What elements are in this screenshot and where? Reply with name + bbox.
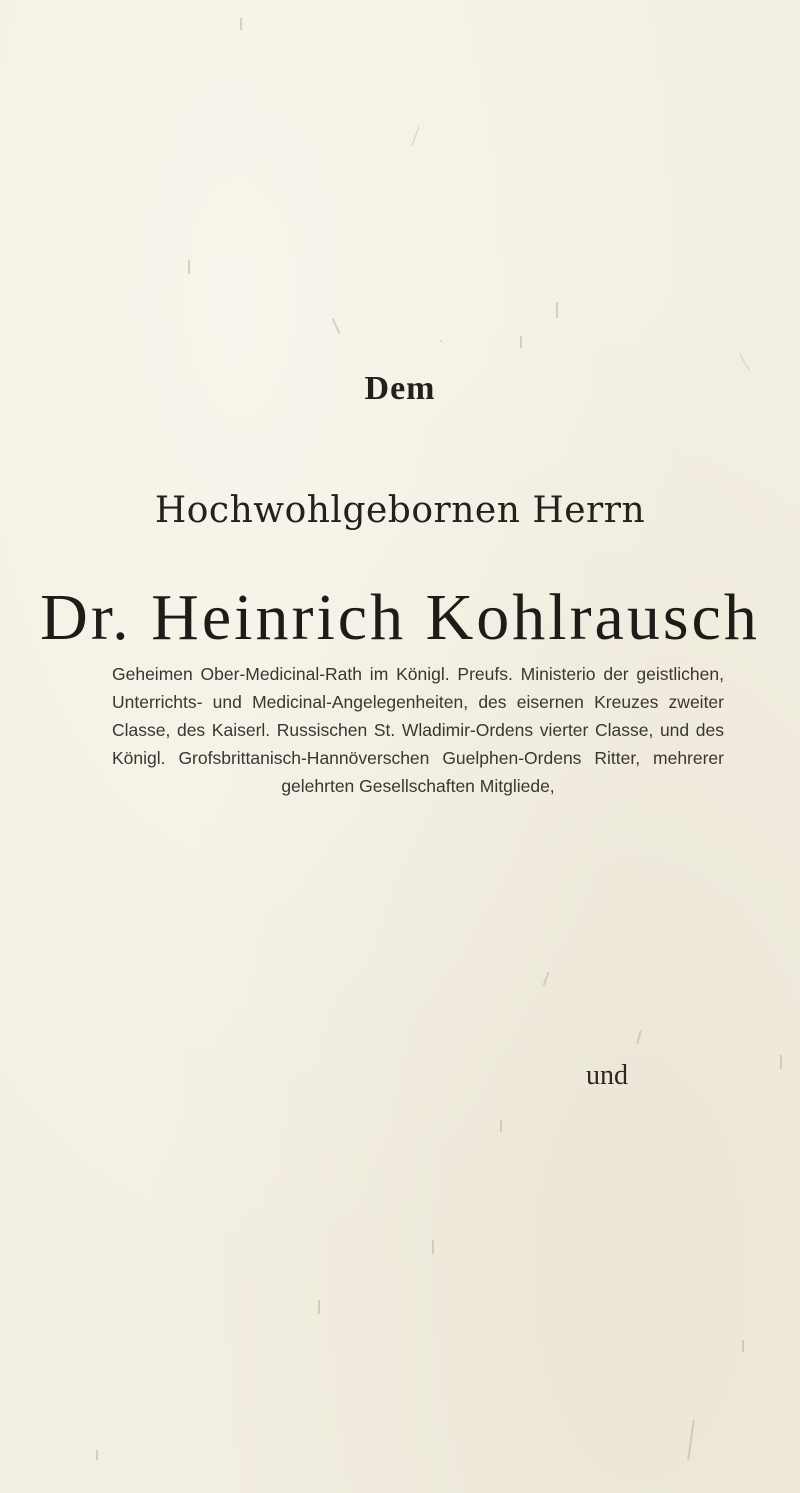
dedicatee-titles: Geheimen Ober-Medicinal-Rath im Königl. Preufs. Ministerio der geistlichen, Unterrichts- und Medicinal-Angelegenheiten, des eisernen Kreuzes zweiter Classe, des Kaiserl. Russischen St. Wladimir-Ordens vierter Classe, und des Königl. Grofsbrittanisch-Hannöverschen Guelphen-Ordens Ritter, mehrerer gelehrten Gesellschaften Mitgliede, — [112, 664, 724, 796]
paper-speck — [240, 18, 242, 30]
paper-speck — [742, 1340, 744, 1352]
paper-speck — [636, 1030, 642, 1044]
dedication-honorific: Hochwohlgebornen Herrn — [154, 490, 646, 531]
paper-speck — [432, 1240, 434, 1254]
paper-speck — [332, 318, 341, 333]
paper-speck — [440, 340, 442, 342]
paper-speck — [520, 336, 522, 348]
paper-speck — [739, 353, 750, 371]
paper-speck — [543, 972, 550, 986]
dedicatee-name: Dr. Heinrich Kohlrausch — [40, 581, 760, 654]
paper-speck — [780, 1055, 782, 1069]
paper-speck — [556, 302, 558, 318]
paper-speck — [500, 1120, 502, 1132]
paper-speck — [687, 1420, 695, 1460]
paper-speck — [318, 1300, 320, 1314]
catchword: und — [586, 1060, 628, 1091]
paper-speck — [188, 260, 190, 274]
paper-speck — [412, 126, 420, 145]
dedication-salutation: Dem — [364, 370, 436, 407]
paper-speck — [96, 1450, 98, 1460]
